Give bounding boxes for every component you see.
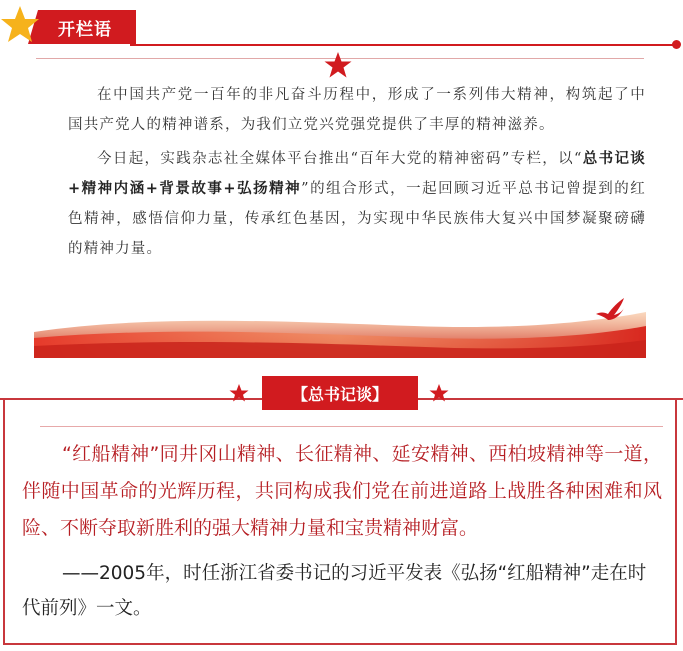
gold-star-icon xyxy=(0,4,40,44)
red-star-icon xyxy=(324,51,352,79)
intro-paragraph-2-suffix: ”的组合形式，一起回顾习近平总书记曾提到的红色精神，感悟信仰力量，传承红色基因，为实现中华民族伟大复兴中国梦凝聚磅礴的精神力量。 xyxy=(68,181,647,257)
quote-body: “红船精神”同井冈山精神、长征精神、延安精神、西柏坡精神等一道，伴随中国革命的光辉历程，共同构成我们党在前进道路上战胜各种困难和风险、不断夺取新胜利的强大精神力量和宝贵精神财富。 xyxy=(22,443,662,539)
intro-text xyxy=(68,80,646,268)
tag-label: 开栏语 xyxy=(58,20,112,40)
header-rule-dot xyxy=(672,40,681,49)
intro-paragraph-2-prefix: 今日起，实践杂志社全媒体平台推出“百年大党的精神密码”专栏，以“ xyxy=(97,151,583,167)
quote-source-text: ——2005年，时任浙江省委书记的习近平发表《弘扬“红船精神”走在时代前列》一文。 xyxy=(22,563,647,619)
red-star-icon xyxy=(229,383,249,403)
quote-source xyxy=(22,556,662,626)
intro-paragraph-2 xyxy=(68,144,646,264)
intro-paragraph-1: 在中国共产党一百年的非凡奋斗历程中，形成了一系列伟大精神，构筑起了中国共产党人的精神谱系，为我们立党兴党强党提供了丰厚的精神滋养。 xyxy=(68,87,646,133)
header-rule xyxy=(130,44,678,46)
quote-text xyxy=(22,436,662,547)
section-label: 【总书记谈】 xyxy=(291,385,388,404)
red-ribbon-banner xyxy=(34,286,646,358)
red-star-icon xyxy=(429,383,449,403)
intro-paragraph-2-bold: 总书记谈+精神内涵+背景故事+弘扬精神 xyxy=(68,150,646,197)
quote-box-rule xyxy=(40,426,663,427)
